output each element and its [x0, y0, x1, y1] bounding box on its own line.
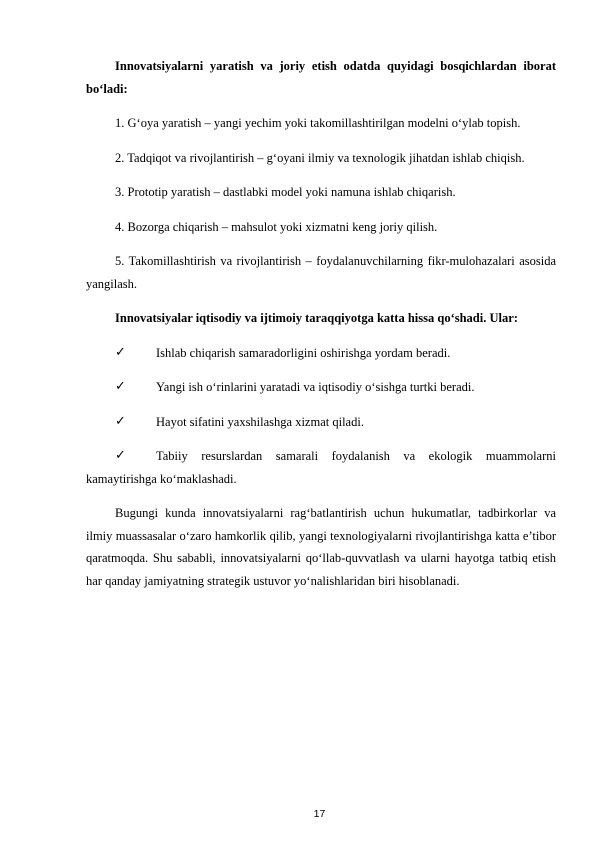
checklist-item [86, 445, 556, 490]
check-mark-icon: ✓ [115, 448, 126, 463]
checklist-item [86, 411, 556, 434]
checklist-item-text: Tabiiy resurslardan samarali foydalanish va ekologik muammolarni kamaytirishga ko‘maklashadi. [86, 449, 556, 486]
checklist-item-text: Hayot sifatini yaxshilashga xizmat qiladi. [156, 414, 364, 429]
checklist-item [86, 376, 556, 399]
check-mark-icon: ✓ [115, 413, 126, 429]
step-item: 4. Bozorga chiqarish – mahsulot yoki xizmatni keng joriy qilish. [115, 219, 438, 234]
checklist-item-text: Yangi ish o‘rinlarini yaratadi va iqtisodiy o‘sishga turtki beradi. [156, 380, 475, 394]
checklist-item-text: Ishlab chiqarish samaradorligini oshirishga yordam beradi. [156, 345, 451, 360]
step-item: 3. Prototip yaratish – dastlabki model yoki namuna ishlab chiqarish. [115, 185, 456, 199]
checklist-item [86, 342, 556, 365]
step-item: 2. Tadqiqot va rivojlantirish – g‘oyani ilmiy va texnologik jihatdan ishlab chiqish. [115, 150, 525, 165]
page-number: 17 [313, 808, 326, 820]
section-heading-stages: Innovatsiyalarni yaratish va joriy etish odatda quyidagi bosqichlardan iborat bo‘ladi: [86, 59, 556, 96]
check-mark-icon: ✓ [115, 379, 126, 394]
step-item: 1. G‘oya yaratish – yangi yechim yoki takomillashtirilgan modelni o‘ylab topish. [115, 116, 521, 130]
step-item: 5. Takomillashtirish va rivojlantirish – foydalanuvchilarning fikr-mulohazalari asosida yangilash. [86, 254, 556, 291]
document-body [86, 55, 556, 604]
section-heading-contribution: Innovatsiyalar iqtisodiy va ijtimoiy taraqqiyotga katta hissa qo‘shadi. Ular: [115, 311, 518, 325]
closing-paragraph: Bugungi kunda innovatsiyalarni rag‘batlantirish uchun hukumatlar, tadbirkorlar va ilmiy muassasalar o‘zaro hamkorlik qilib, yangi texnologiyalarni rivojlantirishga katta e’tibor qaratmoqda. Shu sababli, innovatsiyalarni qo‘llab-quvvatlash va ularni hayotga tatbiq etish har qanday jamiyatning strategik ustuvor yo‘nalishlaridan biri hisoblanadi. [86, 506, 556, 588]
check-mark-icon: ✓ [115, 344, 126, 360]
